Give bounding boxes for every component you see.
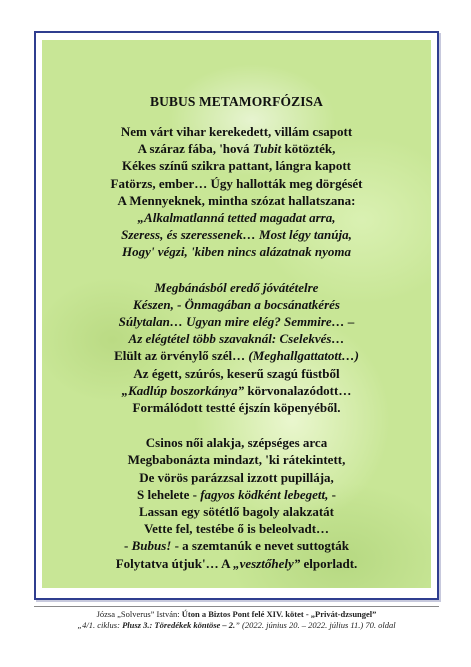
poem-line-segment: Hogy' végzi, 'kiben nincs alázatnak nyoma: [122, 244, 351, 260]
poem-line: [42, 175, 431, 192]
poem-line: [42, 365, 431, 382]
footer-segment: „4/1. ciklus:: [77, 620, 123, 630]
poem-line-segment: fagyos ködként lebegett,: [200, 486, 329, 502]
poem-line-segment: Lassan egy sötétlő bagoly alakzatát: [139, 504, 334, 520]
poem-line: [42, 451, 431, 468]
poem-line-segment: Vette fel, testébe ő is beleolvadt…: [143, 521, 330, 537]
poem-line-segment: „Kadlúp boszorkánya”: [121, 382, 245, 398]
poem-content: [42, 40, 431, 572]
poem-line: [42, 382, 431, 399]
poem-line: [42, 296, 431, 313]
poem-line-segment: Megbabonázta mindazt, 'ki rátekintett,: [127, 452, 346, 468]
poem-line: [42, 503, 431, 520]
poem-line-segment: Nem várt vihar kerekedett, villám csapott: [120, 124, 353, 139]
poem-line-segment: Szeress, és szeressenek… Most légy tanúja,: [121, 227, 352, 243]
poem-line-segment: A száraz fába, 'hová: [137, 141, 253, 157]
poem-line: [42, 157, 431, 174]
poem-line: [42, 243, 431, 260]
stanza-3: [42, 434, 431, 572]
footer-segment: Úton a Biztos Pont felé XIV. kötet - „Privát-dzsungel”: [181, 609, 377, 619]
poem-line: [42, 140, 431, 157]
footer-line-2: [34, 620, 439, 631]
poem-line-segment: Tubit: [252, 141, 282, 157]
poem-line: [42, 209, 431, 226]
poem-line: [42, 486, 431, 503]
poem-line-segment: Fatörzs, ember… Úgy hallották meg dörgését: [110, 175, 363, 191]
poem-title: BUBUS METAMORFÓZISA: [149, 94, 324, 109]
poem-line: [42, 313, 431, 330]
poem-line-segment: körvonalazódott…: [244, 382, 352, 398]
poem-line: [42, 226, 431, 243]
poem-line-segment: A Mennyeknek, mintha szózat hallatszana:: [117, 192, 356, 208]
poem-line-segment: elporladt.: [300, 555, 358, 571]
poem-line-segment: Súlytalan… Ugyan mire elég? Semmire… –: [118, 314, 355, 330]
footer-line-1: [34, 609, 439, 620]
poem-line-segment: Formálódott testté éjszín köpenyéből.: [132, 400, 341, 416]
poem-line-segment: Készen, - Önmagában a bocsánatkérés: [133, 296, 340, 312]
poem-line-segment: kötözték,: [281, 141, 336, 157]
page-footer: [34, 609, 439, 631]
poem-line: [42, 399, 431, 416]
poem-line-segment: - a szemtanúk e nevet suttogták: [171, 538, 349, 554]
stanza-2: [42, 279, 431, 417]
poem-line-segment: Elült az örvénylő szél…: [114, 348, 249, 364]
poem-line-segment: (Meghallgattatott…): [248, 348, 359, 364]
poem-line-segment: Kékes színű szikra pattant, lángra kapott: [122, 158, 351, 174]
poem-line: [42, 279, 431, 296]
footer-segment: Józsa „Solverus” István:: [96, 609, 182, 619]
poem-line-segment: „Alkalmatlanná tetted magadat arra,: [137, 210, 336, 226]
poem-line: [42, 347, 431, 364]
footer-segment: Plusz 3.: Töredékek köntöse – 2.: [122, 620, 236, 630]
poem-line: [42, 192, 431, 209]
poem-line-segment: „vesztőhely”: [233, 555, 301, 571]
poem-line: [42, 123, 431, 140]
poem-line: [42, 520, 431, 537]
footer-segment: ” (2022. június 20. – 2022. július 11.) 70. oldal: [235, 620, 396, 630]
poem-line-segment: De vörös parázzsal izzott pupillája,: [139, 469, 334, 485]
poem-line-segment: -: [328, 486, 336, 502]
poem-line-segment: Az égett, szúrós, keserű szagú füstből: [133, 365, 340, 381]
poem-line: [42, 555, 431, 572]
poem-line-segment: Az elégtétel több szavaknál: Cselekvés…: [128, 331, 345, 347]
poem-line-segment: Megbánásból eredő jóvátételre: [154, 279, 319, 295]
footer-divider: [34, 606, 439, 607]
poem-line-segment: Csinos női alakja, szépséges arca: [145, 435, 328, 451]
poem-line-segment: Folytatva útjuk'… A: [115, 555, 234, 571]
poem-line: [42, 330, 431, 347]
stanza-1: [42, 123, 431, 261]
poem-line: [42, 469, 431, 486]
poem-line: [42, 434, 431, 451]
poem-line: [42, 537, 431, 554]
poem-line-segment: -: [124, 538, 132, 554]
poem-line-segment: S lehelete -: [137, 486, 201, 502]
poem-line-segment: Bubus!: [131, 538, 172, 554]
